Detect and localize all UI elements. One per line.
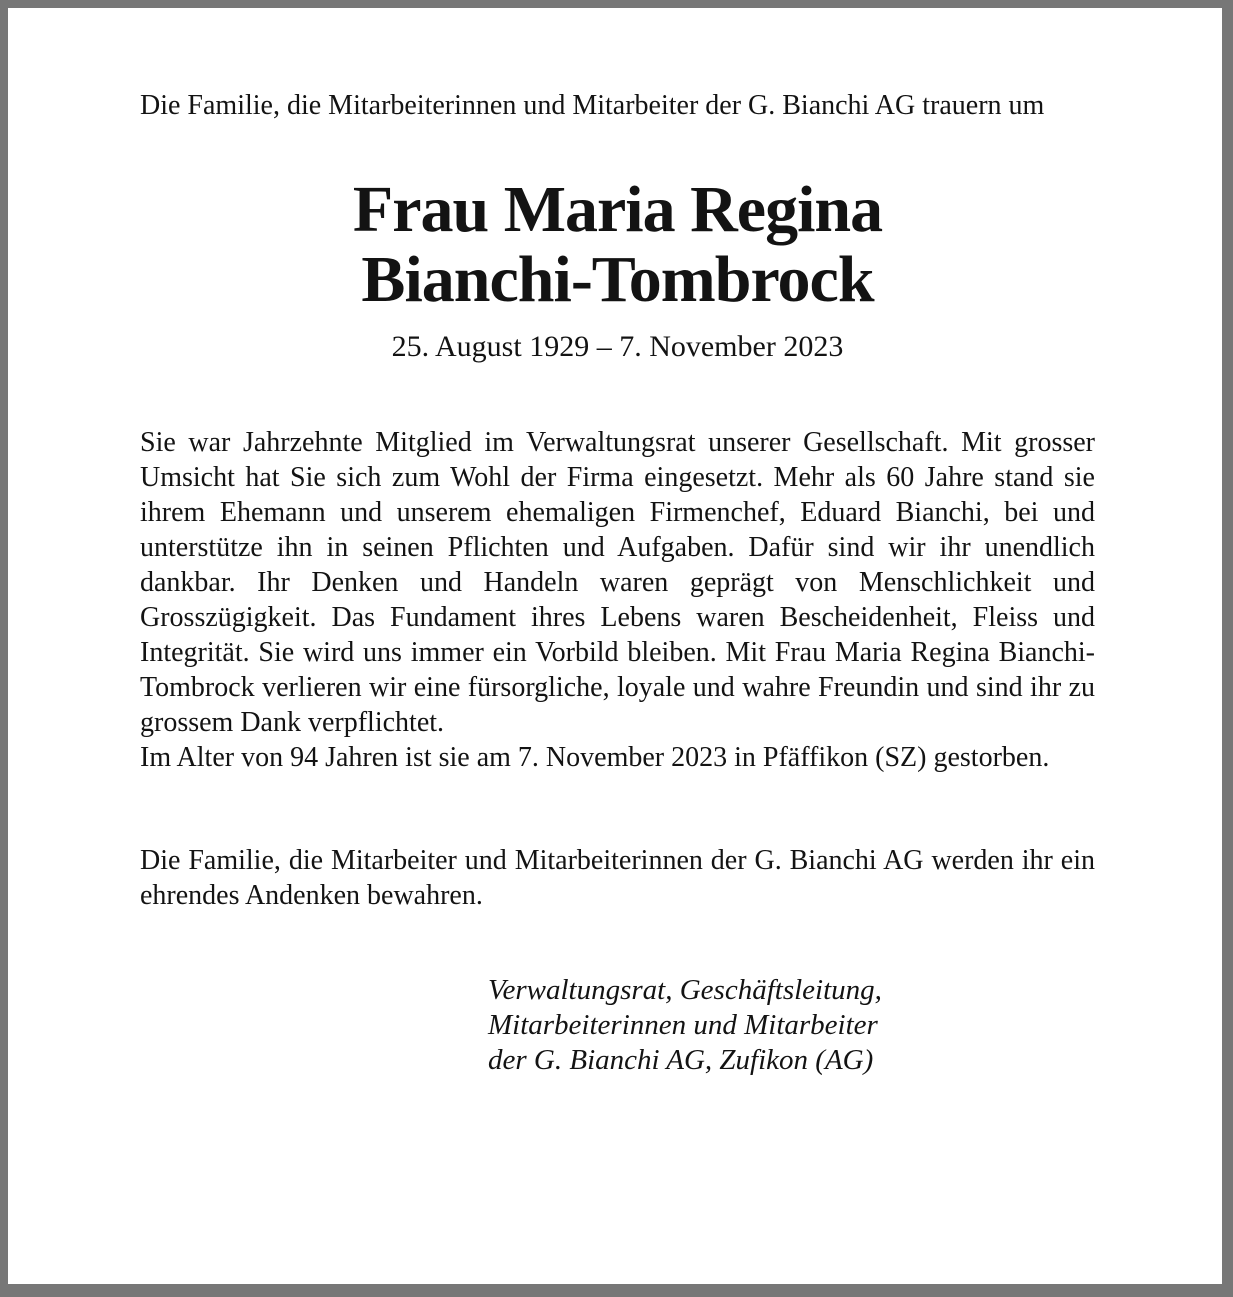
deceased-name <box>140 175 1095 315</box>
signature-line-2: Mitarbeiterinnen und Mitarbeiter <box>488 1009 878 1041</box>
obituary-paragraph-death: Im Alter von 94 Jahren ist sie am 7. November 2023 in Pfäffikon (SZ) gestorben. <box>140 742 1050 773</box>
deceased-name-line2: Bianchi-Tombrock <box>361 243 874 316</box>
deceased-name-line1: Frau Maria Regina <box>352 173 883 246</box>
obituary-paragraph-closing: Die Familie, die Mitarbeiter und Mitarbeiterinnen der G. Bianchi AG werden ihr ein ehrendes Andenken bewahren. <box>140 845 1095 911</box>
signature-block <box>488 973 1095 1078</box>
intro-text: Die Familie, die Mitarbeiterinnen und Mitarbeiter der G. Bianchi AG trauern um <box>140 90 1045 121</box>
death-notice-content <box>8 8 1222 1284</box>
obituary-paragraph-main: Sie war Jahrzehnte Mitglied im Verwaltungsrat unserer Gesellschaft. Mit grosser Umsicht hat Sie sich zum Wohl der Firma eingesetzt. Mehr als 60 Jahre stand sie ihrem Ehemann und unserem ehemaligen Firmenchef, Eduard Bianchi, bei und unterstütze ihn in seinen Pflichten und Aufgaben. Dafür sind wir ihr unendlich dankbar. Ihr Denken und Handeln waren geprägt von Menschlichkeit und Grosszügigkeit. Das Fundament ihres Lebens waren Bescheidenheit, Fleiss und Integrität. Sie wird uns immer ein Vorbild bleiben. Mit Frau Maria Regina Bianchi-Tombrock verlieren wir eine fürsorgliche, loyale und wahre Freundin und sind ihr zu grossem Dank verpflichtet. <box>140 427 1095 738</box>
signature-line-1: Verwaltungsrat, Geschäftsleitung, <box>488 974 882 1006</box>
signature-line-3: der G. Bianchi AG, Zufikon (AG) <box>488 1044 874 1076</box>
life-dates: 25. August 1929 – 7. November 2023 <box>391 330 844 363</box>
